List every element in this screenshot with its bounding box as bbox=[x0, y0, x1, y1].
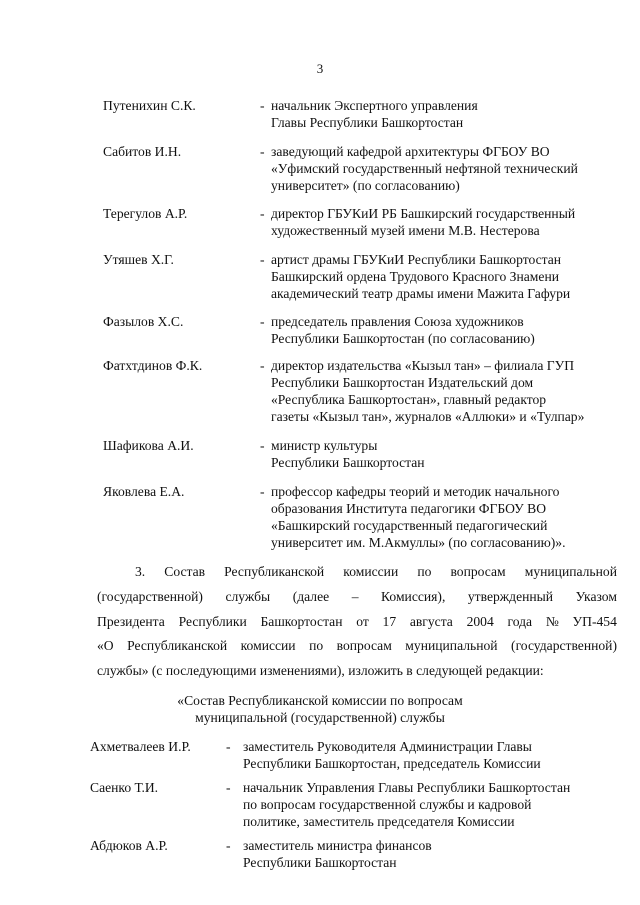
position-line: заместитель министра финансов bbox=[243, 838, 432, 853]
member-dash: - bbox=[226, 780, 231, 795]
member-dash: - bbox=[260, 358, 265, 373]
member-position bbox=[271, 357, 584, 425]
position-line: «Уфимский государственный нефтяной технический bbox=[271, 161, 578, 176]
position-line: председатель правления Союза художников bbox=[271, 314, 524, 329]
position-line: «Республика Башкортостан», главный редактор bbox=[271, 392, 547, 407]
position-line: университет им. М.Акмуллы» (по согласованию)». bbox=[271, 535, 566, 550]
member-name: Терегулов А.Р. bbox=[103, 206, 188, 221]
member-dash: - bbox=[260, 484, 265, 499]
member-name: Фазылов Х.С. bbox=[103, 314, 184, 329]
member-position bbox=[271, 97, 478, 131]
position-line: профессор кафедры теорий и методик начального bbox=[271, 484, 560, 499]
member-dash: - bbox=[260, 206, 265, 221]
decree-paragraph bbox=[97, 560, 617, 684]
position-line: Республики Башкортостан bbox=[243, 855, 397, 870]
member-position bbox=[243, 837, 432, 871]
position-line: художественный музей имени М.В. Нестерова bbox=[271, 223, 540, 238]
member-name: Саенко Т.И. bbox=[90, 780, 159, 795]
paragraph-line: 3. Состав Республиканской комиссии по вопросам муниципальной bbox=[135, 564, 617, 579]
member-position bbox=[271, 251, 570, 302]
position-line: начальник Управления Главы Республики Башкортостан bbox=[243, 780, 571, 795]
position-line: газеты «Кызыл тан», журналов «Аллюки» и «Тулпар» bbox=[271, 409, 585, 424]
heading-line: муниципальной (государственной) службы bbox=[195, 710, 445, 725]
member-name: Абдюков А.Р. bbox=[90, 838, 168, 853]
position-line: образования Института педагогики ФГБОУ ВО bbox=[271, 501, 547, 516]
position-line: начальник Экспертного управления bbox=[271, 98, 478, 113]
member-position bbox=[271, 205, 575, 239]
member-name: Яковлева Е.А. bbox=[103, 484, 185, 499]
member-dash: - bbox=[260, 438, 265, 453]
member-dash: - bbox=[226, 838, 231, 853]
position-line: Республики Башкортостан Издательский дом bbox=[271, 375, 534, 390]
member-dash: - bbox=[260, 314, 265, 329]
member-dash: - bbox=[260, 252, 265, 267]
member-dash: - bbox=[260, 144, 265, 159]
paragraph-line: (государственной) службы (далее – Комиссия), утвержденный Указом bbox=[97, 588, 617, 604]
position-line: академический театр драмы имени Мажита Гафури bbox=[271, 286, 571, 301]
position-line: заведующий кафедрой архитектуры ФГБОУ ВО bbox=[271, 144, 550, 159]
page-number: 3 bbox=[316, 61, 324, 76]
position-line: директор ГБУКиИ РБ Башкирский государственный bbox=[271, 206, 576, 221]
member-name: Сабитов И.Н. bbox=[103, 144, 182, 159]
position-line: университет» (по согласованию) bbox=[271, 178, 460, 193]
member-position bbox=[271, 313, 535, 347]
member-name: Утяшев Х.Г. bbox=[103, 252, 174, 267]
position-line: Республики Башкортостан (по согласованию) bbox=[271, 331, 535, 346]
commission-heading bbox=[0, 692, 640, 726]
position-line: директор издательства «Кызыл тан» – филиала ГУП bbox=[271, 358, 575, 373]
member-position bbox=[271, 143, 578, 194]
member-dash: - bbox=[226, 739, 231, 754]
position-line: Башкирский ордена Трудового Красного Знамени bbox=[271, 269, 559, 284]
position-line: Республики Башкортостан bbox=[271, 455, 425, 470]
position-line: заместитель Руководителя Администрации Главы bbox=[243, 739, 532, 754]
member-name: Путенихин С.К. bbox=[103, 98, 196, 113]
position-line: Республики Башкортостан, председатель Комиссии bbox=[243, 756, 541, 771]
member-dash: - bbox=[260, 98, 265, 113]
position-line: по вопросам государственной службы и кадровой bbox=[243, 797, 532, 812]
heading-line: «Состав Республиканской комиссии по вопросам bbox=[177, 693, 463, 708]
position-line: Главы Республики Башкортостан bbox=[271, 115, 464, 130]
paragraph-line: Президента Республики Башкортостан от 17 августа 2004 года № УП-454 bbox=[97, 613, 617, 629]
member-position bbox=[243, 738, 541, 772]
member-position bbox=[271, 437, 425, 471]
member-position bbox=[243, 779, 570, 830]
position-line: политике, заместитель председателя Комиссии bbox=[243, 814, 515, 829]
paragraph-line: «О Республиканской комиссии по вопросам муниципальной (государственной) bbox=[97, 638, 617, 654]
member-name: Ахметвалеев И.Р. bbox=[90, 739, 191, 754]
member-position bbox=[271, 483, 565, 551]
member-name: Фатхтдинов Ф.К. bbox=[103, 358, 203, 373]
paragraph-line: службы» (с последующими изменениями), изложить в следующей редакции: bbox=[97, 663, 544, 679]
position-line: министр культуры bbox=[271, 438, 378, 453]
position-line: артист драмы ГБУКиИ Республики Башкортостан bbox=[271, 252, 562, 267]
position-line: «Башкирский государственный педагогический bbox=[271, 518, 548, 533]
member-name: Шафикова А.И. bbox=[103, 438, 194, 453]
